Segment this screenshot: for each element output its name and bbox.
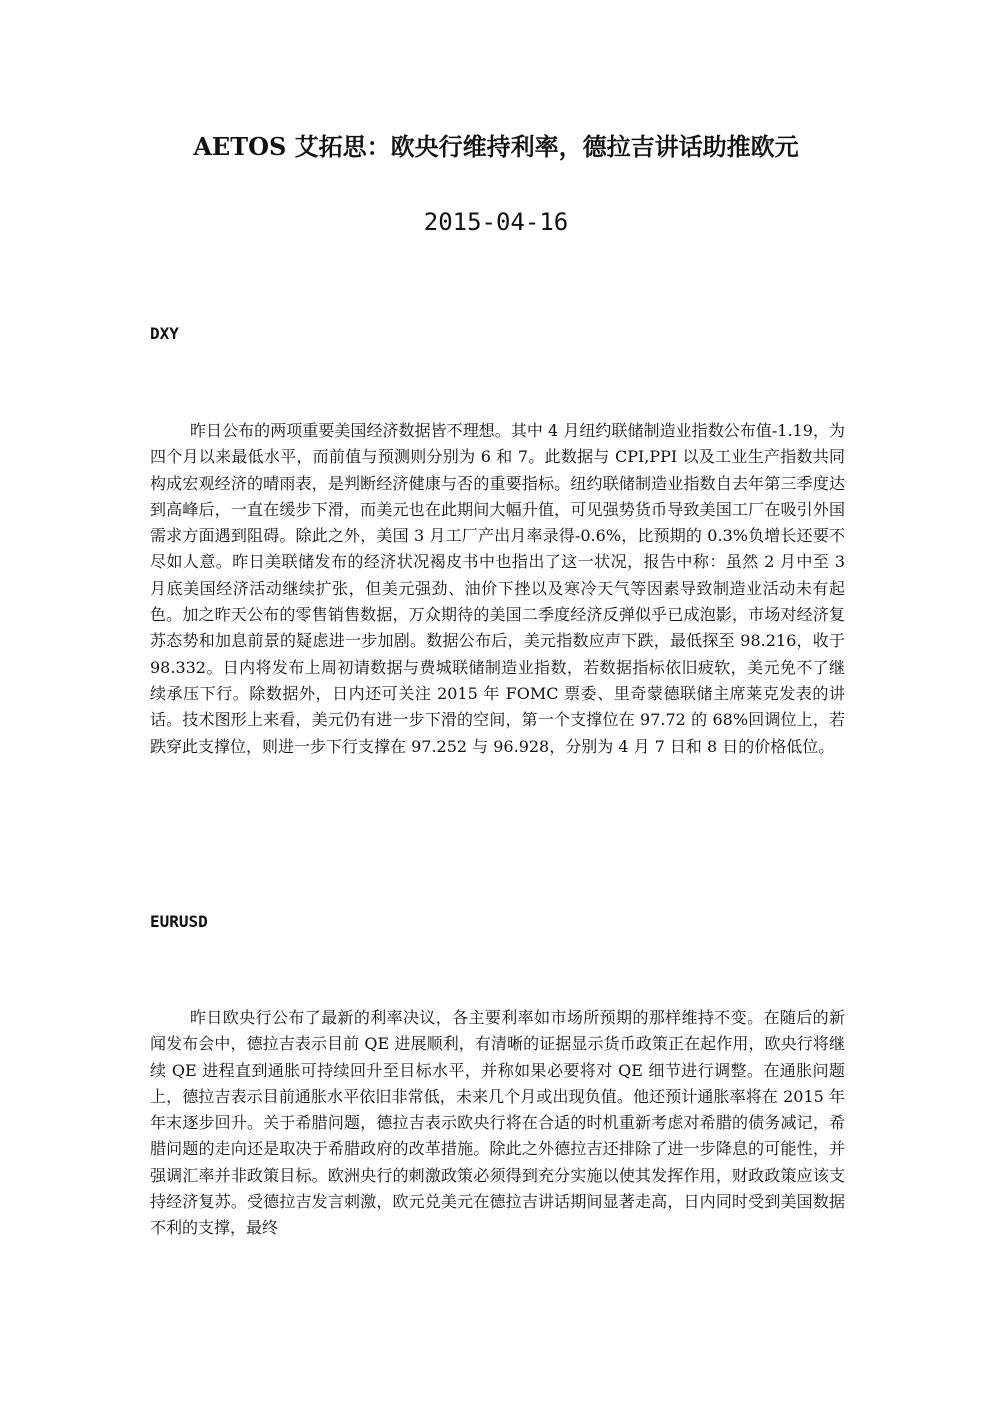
section-heading-dxy: DXY [150,324,179,343]
document-title: AETOS 艾拓思：欧央行维持利率，德拉吉讲话助推欧元 [193,132,799,161]
section-heading-eurusd: EURUSD [150,912,208,931]
section-body-dxy: 昨日公布的两项重要美国经济数据皆不理想。其中 4 月纽约联储制造业指数公布值-1.19，为四个月以来最低水平，而前值与预测则分别为 6 和 7。此数据与 CPI,PPI 以及工业生产指数共同构成宏观经济的晴雨表，是判断经济健康与否的重要指标。纽约联储制造业指数自去年第三季度达到高峰后，一直在缓步下滑，而美元也在此期间大幅升值，可见强势货币导致美国工厂在吸引外国需求方面遇到阻碍。除此之外，美国 3 月工厂产出月率录得-0.6%，比预期的 0.3%负增长还要不尽如人意。昨日美联储发布的经济状况褐皮书中也指出了这一状况，报告中称：虽然 2 月中至 3 月底美国经济活动继续扩张，但美元强劲、油价下挫以及寒冷天气等因素导致制造业活动未有起色。加之昨天公布的零售销售数据，万众期待的美国二季度经济反弹似乎已成泡影，市场对经济复苏态势和加息前景的疑虑进一步加剧。数据公布后，美元指数应声下跌，最低探至 98.216，收于 98.332。日内将发布上周初请数据与费城联储制造业指数，若数据指标依旧疲软，美元免不了继续承压下行。除数据外，日内还可关注 2015 年 FOMC 票委、里奇蒙德联储主席莱克发表的讲话。技术图形上来看，美元仍有进一步下滑的空间，第一个支撑位在 97.72 的 68%回调位上，若跌穿此支撑位，则进一步下行支撑在 97.252 与 96.928，分别为 4 月 7 日和 8 日的价格低位。 [150,421,845,756]
section-body-eurusd: 昨日欧央行公布了最新的利率决议，各主要利率如市场所预期的那样维持不变。在随后的新闻发布会中，德拉吉表示目前 QE 进展顺利，有清晰的证据显示货币政策正在起作用，欧央行将继续 QE 进程直到通胀可持续回升至目标水平，并称如果必要将对 QE 细节进行调整。在通胀问题上，德拉吉表示目前通胀水平依旧非常低，未来几个月或出现负值。他还预计通胀率将在 2015 年年末逐步回升。关于希腊问题，德拉吉表示欧央行将在合适的时机重新考虑对希腊的债务减记，希腊问题的走向还是取决于希腊政府的改革措施。除此之外德拉吉还排除了进一步降息的可能性，并强调汇率并非政策目标。欧洲央行的刺激政策必须得到充分实施以使其发挥作用，财政政策应该支持经济复苏。受德拉吉发言刺激，欧元兑美元在德拉吉讲话期间显著走高，日内同时受到美国数据不利的支撑，最终 [150,1008,845,1238]
document-date: 2015-04-16 [423,208,569,236]
